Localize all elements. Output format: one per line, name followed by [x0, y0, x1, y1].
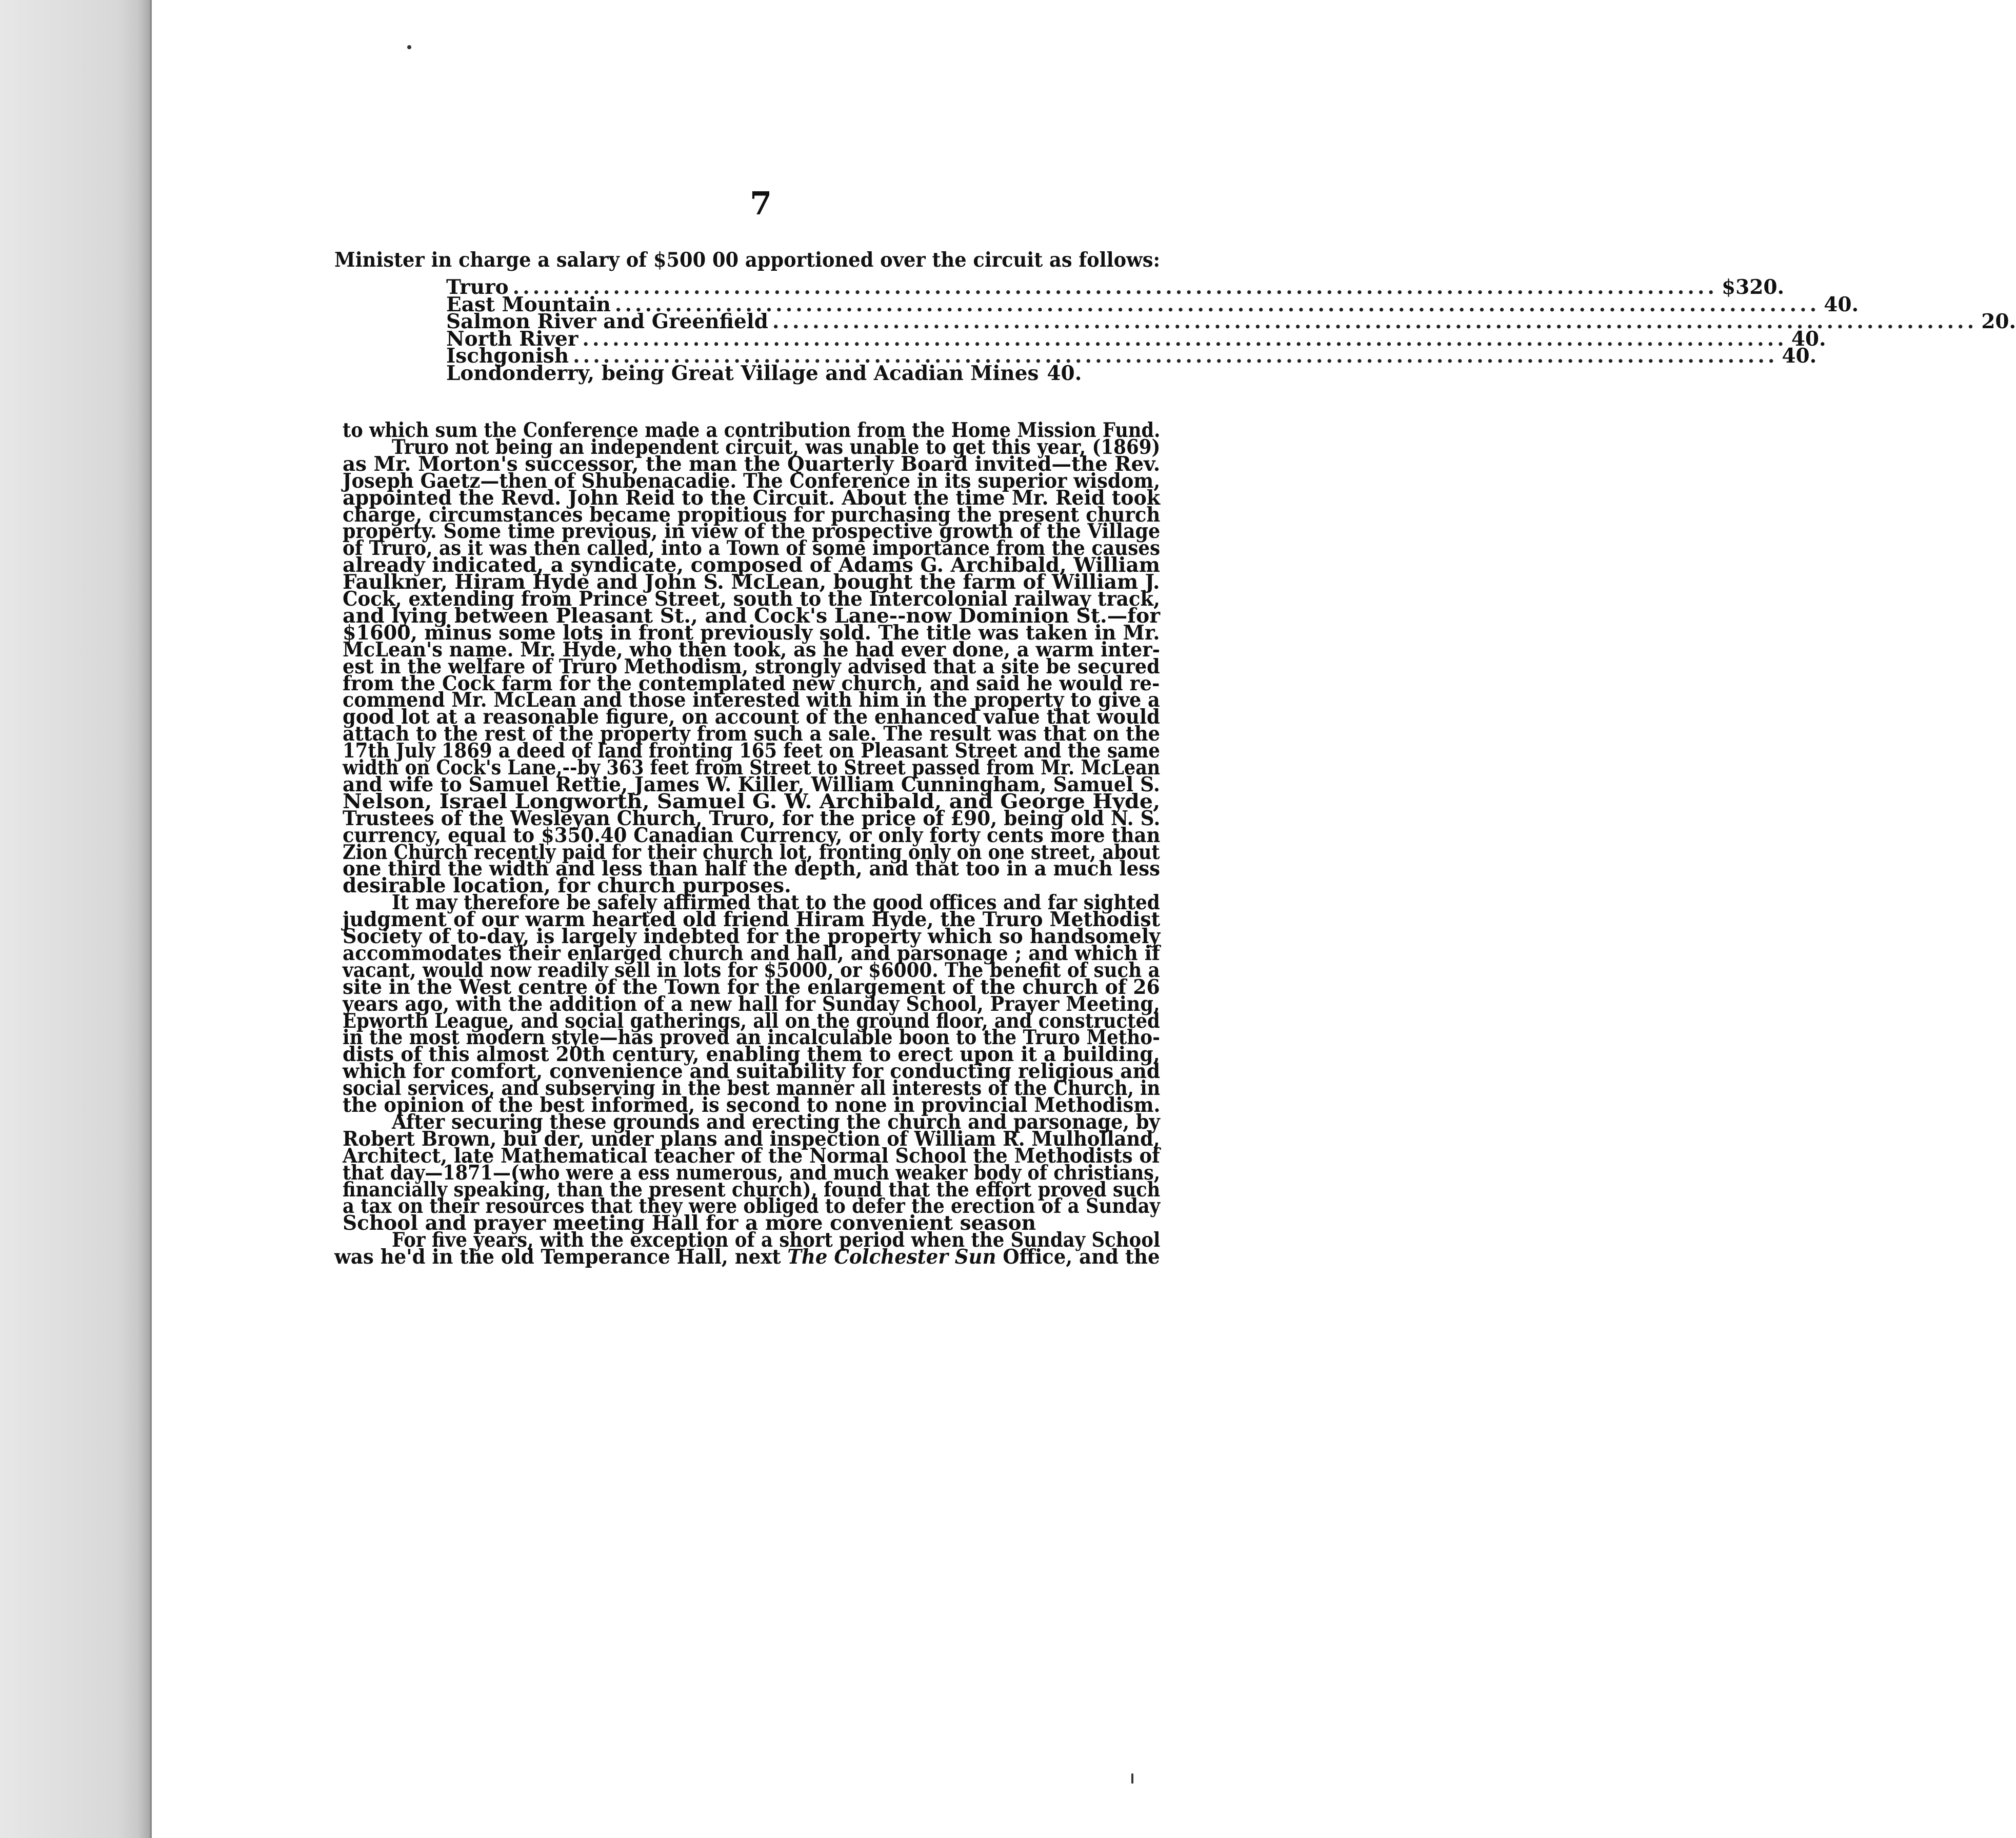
body-line: good lot at a reasonable figure, on account of the enhanced value that would [343, 705, 1160, 729]
body-line: and lying between Pleasant St., and Cock's Lane--now Dominion St.—for [343, 604, 1161, 628]
amount: 40. [1791, 327, 1826, 351]
body-line: desirable location, for church purposes. [343, 874, 791, 898]
body-line: Nelson, Israel Longworth, Samuel G. W. Archibald, and George Hyde, [343, 789, 1161, 813]
page-gutter [0, 0, 150, 1838]
body-line: Trustees of the Wesleyan Church, Truro, for the price of £90, being old N. S. [343, 806, 1161, 830]
body-line: accommodates their enlarged church and hall, and parsonage ; and which if [343, 941, 1160, 965]
ink-speck [407, 45, 411, 49]
body-line: Epworth League, and social gatherings, all on the ground floor, and constructed [343, 1009, 1160, 1033]
body-line [334, 1247, 1160, 1267]
amount: 40. [1782, 344, 1817, 368]
last-line-text: was he'd in the old Temperance Hall, next [334, 1245, 788, 1269]
amount: $320. [1721, 275, 1785, 299]
apportionment-row [446, 361, 1082, 385]
body-line: $1600, minus some lots in front previously sold. The title was taken in Mr. [343, 621, 1160, 645]
body-line: that day—1871—(who were a ess numerous, and much weaker body of christians, [343, 1161, 1161, 1185]
body-line: Zion Church recently paid for their church lot, fronting only on one street, about [343, 840, 1160, 864]
body-line: years ago, with the addition of a new hall for Sunday School, Prayer Meeting, [343, 992, 1160, 1016]
dot-leader: ........................................................................................................................ [573, 344, 1778, 368]
body-line: one third the width and less than half the depth, and that too in a much less [343, 857, 1161, 881]
body-line: in the most modern style—has proved an incalculable boon to the Truro Metho- [343, 1026, 1160, 1050]
body-line: Architect, late Mathematical teacher of the Normal School the Methodists of [343, 1144, 1160, 1168]
amount: 40. [1824, 292, 1859, 316]
last-line-text-end: Office, and the [996, 1245, 1160, 1269]
body-line: a tax on their resources that they were obliged to defer the erection of a Sunday [343, 1194, 1161, 1218]
body-line: judgment of our warm hearted old friend Hiram Hyde, the Truro Methodist [343, 908, 1161, 932]
body-line: McLean's name. Mr. Hyde, who then took, as he had ever done, a warm inter- [343, 637, 1160, 662]
amount: 40. [1047, 361, 1082, 385]
body-line: property. Some time previous, in view of the prospective growth of the Village [343, 520, 1161, 544]
body-line: Society of to-day, is largely indebted for the property which so handsomely [343, 925, 1161, 948]
body-line: For five years, with the exception of a short period when the Sunday School [392, 1228, 1161, 1252]
dot-leader: ........................................................................................................................ [582, 327, 1787, 351]
body-line: already indicated, a syndicate, composed of Adams G. Archibald, William [343, 553, 1161, 577]
body-line: width on Cock's Lane,--by 363 feet from Street to Street passed from Mr. McLean [343, 756, 1161, 780]
body-line: financially speaking, than the present church), found that the effort proved such [343, 1177, 1161, 1202]
body-line: Truro not being an independent circuit, was unable to get this year, (1869) [392, 435, 1161, 459]
dot-leader: ........................................................................................................................ [512, 275, 1718, 299]
body-line: of Truro, as it was then called, into a Town of some importance from the causes [343, 536, 1161, 561]
body-line: which for comfort, convenience and suitability for conducting religious and [343, 1060, 1161, 1084]
body-line: School and prayer meeting Hall for a more convenient season [343, 1211, 1036, 1235]
body-line: currency, equal to $350.40 Canadian Currency, or only forty cents more than [343, 823, 1161, 847]
body-line: dists of this almost 20th century, enabling them to erect upon it a building, [343, 1043, 1160, 1067]
dot-leader: ........................................................................................................................ [614, 292, 1820, 316]
place-name: Truro [446, 275, 509, 299]
newspaper-name: The Colchester Sun [787, 1245, 996, 1269]
body-line: appointed the Revd. John Reid to the Circuit. About the time Mr. Reid took [343, 486, 1161, 510]
body-line: commend Mr. McLean and those interested with him in the property to give a [343, 688, 1160, 712]
body-line: 17th July 1869 a deed of land fronting 165 feet on Pleasant Street and the same [343, 739, 1160, 763]
body-line: vacant, would now readily sell in lots for $5000, or $6000. The benefit of such a [343, 958, 1160, 982]
body-line: charge, circumstances became propitious for purchasing the present church [343, 503, 1161, 527]
body-line: and wife to Samuel Rettie, James W. Killer, William Cunningham, Samuel S. [343, 772, 1160, 796]
amount: 20. [1981, 310, 2016, 333]
page-gutter-edge [150, 0, 152, 1838]
intro-line: Minister in charge a salary of $500 00 apportioned over the circuit as follows: [334, 248, 1161, 272]
place-name: Ischgonish [446, 344, 569, 368]
dot-leader: ........................................................................................................................ [772, 310, 1978, 333]
body-line: est in the welfare of Truro Methodism, strongly advised that a site be secured [343, 654, 1160, 678]
place-name: Londonderry, being Great Village and Acadian Mines [446, 361, 1039, 385]
body-line: It may therefore be safely affirmed that to the good offices and far sighted [392, 891, 1160, 915]
body-line: After securing these grounds and erecting the church and parsonage, by [392, 1110, 1160, 1134]
body-line: to which sum the Conference made a contribution from the Home Mission Fund. [343, 418, 1161, 442]
body-line: from the Cock farm for the contemplated new church, and said he would re- [343, 671, 1160, 695]
ink-speck [1131, 1773, 1133, 1784]
body-line: as Mr. Morton's successor, the man the Quarterly Board invited—the Rev. [343, 452, 1161, 476]
body-line: Joseph Gaetz—then of Shubenacadie. The Conference in its superior wisdom, [343, 469, 1161, 493]
body-line: Robert Brown, bui der, under plans and inspection of William R. Mulholland, [343, 1127, 1160, 1151]
body-line: the opinion of the best informed, is second to none in provincial Methodism. [343, 1093, 1161, 1117]
body-line: attach to the rest of the property from such a sale. The result was that on the [343, 722, 1160, 746]
place-name: North River [446, 327, 578, 351]
place-name: Salmon River and Greenfield [446, 310, 768, 333]
page-number: 7 [750, 185, 772, 222]
body-line: Cock, extending from Prince Street, south to the Intercolonial railway track, [343, 587, 1161, 611]
body-line: Faulkner, Hiram Hyde and John S. McLean, bought the farm of William J. [343, 570, 1160, 594]
place-name: East Mountain [446, 292, 611, 316]
body-line: social services, and subserving in the best manner all interests of the Church, in [343, 1076, 1161, 1101]
body-line: site in the West centre of the Town for the enlargement of the church of 26 [343, 975, 1160, 999]
